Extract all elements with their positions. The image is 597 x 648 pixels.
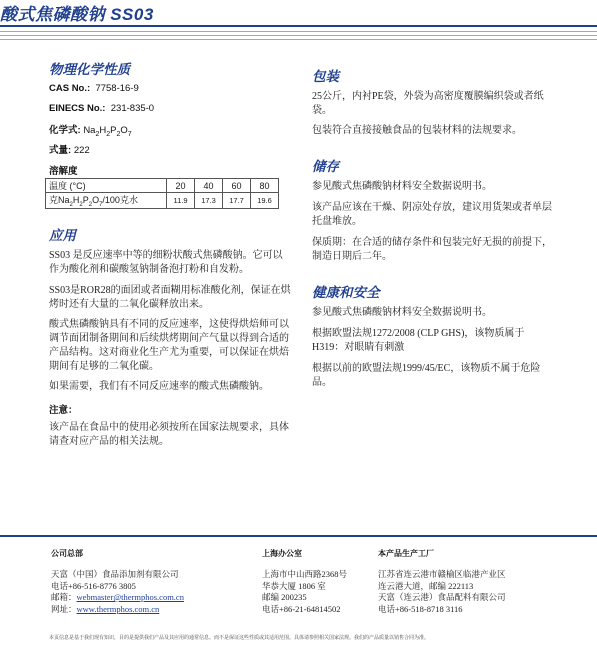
storage-p1: 参见酸式焦磷酸钠材料安全数据说明书。 (312, 181, 492, 192)
hq-heading: 公司总部 (51, 549, 83, 558)
formula-row (49, 122, 132, 138)
hq-email-row (51, 592, 251, 604)
page-title: 酸式焦磷酸钠 SS03 (0, 5, 154, 24)
cas-label: CAS No.: (49, 83, 91, 94)
hq-email-label: 邮箱： (51, 592, 77, 602)
solubility-cell: 17.3 (195, 193, 223, 209)
application-p2: SS03是ROR28的面团或者面糊用标准酸化剂，保证在烘烤时还有大量的二氧化碳释放出来。 (49, 285, 291, 310)
mw-row (49, 142, 90, 156)
safety-p3: 根据以前的欧盟法规1999/45/EC，该物质不属于危险品。 (312, 363, 541, 388)
application-p3: 酸式焦磷酸钠具有不同的反应速率，这使得烘焙师可以调节面团制备期间和后续烘烤期间产气量以得到合适的产品结构。这对商业化生产尤为重要，可以保证在烘焙期间有足够的二氧化碳。 (49, 319, 289, 372)
shanghai-phone: 电话+86-21-64814502 (262, 603, 341, 614)
solubility-temp-row (46, 179, 279, 193)
header-rule-thin-2 (0, 35, 597, 36)
mw-value: 222 (73, 145, 90, 156)
header-rule (0, 25, 597, 27)
solubility-value-row (46, 193, 279, 209)
factory-heading: 本产品生产工厂 (378, 549, 434, 558)
einecs-label: EINECS No.: (49, 103, 106, 114)
footer-rule (0, 535, 597, 537)
safety-heading: 健康和安全 (312, 285, 380, 301)
hq-phone: 电话+86-516-8776 3805 (51, 580, 136, 591)
shanghai-heading: 上海办公室 (262, 549, 302, 558)
formula-label: 化学式: (49, 125, 81, 136)
shanghai-building: 华恭大厦 1806 室 (262, 580, 326, 591)
email-link[interactable]: webmaster@thermphos.com.cn (76, 592, 184, 602)
temp-label: 温度 (°C) (46, 179, 167, 193)
packaging-p1: 25公斤，内衬PE袋，外袋为高密度覆膜编织袋或者纸袋。 (312, 91, 544, 116)
cas-value: 7758-16-9 (95, 83, 139, 94)
solubility-cell: 19.6 (251, 193, 279, 209)
temp-cell: 40 (195, 179, 223, 193)
website-link[interactable]: www.thermphos.com.cn (76, 603, 160, 614)
header-rule-thin-1 (0, 31, 597, 32)
application-heading: 应用 (49, 228, 76, 244)
note-label: 注意： (49, 405, 78, 416)
shanghai-address: 上海市中山西路2368号 (262, 569, 348, 579)
application-p4: 如果需要，我们有不同反应速率的酸式焦磷酸钠。 (49, 381, 269, 392)
einecs-row (49, 103, 154, 114)
storage-heading: 储存 (312, 159, 339, 175)
solubility-label: 溶解度 (49, 166, 78, 177)
safety-p1: 参见酸式焦磷酸钠材料安全数据说明书。 (312, 307, 492, 318)
header-rule-thin-3 (0, 39, 597, 40)
formula-value: $Na_2H_2P_2O_7$ (83, 125, 132, 138)
physchem-heading: 物理化学性质 (49, 62, 130, 78)
factory-block (378, 569, 558, 615)
factory-phone: 电话+86-518-8718 3116 (378, 603, 463, 614)
storage-p3: 保质期：在合适的储存条件和包装完好无损的前提下，制造日期后二年。 (312, 237, 552, 262)
cas-row (49, 83, 139, 94)
solubility-cell: 11.9 (167, 193, 195, 209)
shanghai-block (262, 569, 372, 615)
safety-p2: 根据欧盟法规1272/2008 (CLP GHS)，该物质属于H319：对眼睛有刺激 (312, 328, 525, 353)
application-p1: SS03 是反应速率中等的细粉状酸式焦磷酸钠。它可以作为酸化剂和碳酸氢钠制备泡打粉和自发粉。 (49, 250, 283, 275)
note-text: 该产品在食品中的使用必须按所在国家法规要求，具体请查对应产品的相关法规。 (49, 422, 289, 447)
note-label-row (49, 402, 78, 416)
temp-cell: 80 (251, 179, 279, 193)
disclaimer: 本页信息是基于我们现有知识，目的是提供我们产品及其应用的通常信息。而不是保证这些性质或其适用范围。具体请参照相关国家法规。我们的产品质量以销售合同为准。 (49, 635, 430, 641)
shanghai-postcode: 邮编 200235 (262, 592, 307, 602)
factory-street: 连云港大道，邮编 222113 (378, 580, 474, 591)
mw-label: 式量: (49, 145, 72, 156)
factory-address: 江苏省连云港市赣榆区临港产业区 (378, 569, 506, 579)
solubility-unit-label: 克$Na_2H_2P_2O_7/100$克水 (46, 193, 167, 209)
packaging-p2: 包装符合直接接触食品的包装材料的法规要求。 (312, 125, 522, 136)
temp-cell: 60 (223, 179, 251, 193)
temp-cell: 20 (167, 179, 195, 193)
packaging-heading: 包装 (312, 69, 339, 85)
solubility-table (45, 178, 279, 209)
storage-p2: 该产品应该在干燥、阴凉处存放，建议用货架或者单层托盘堆放。 (312, 202, 552, 227)
hq-web-label: 网址： (51, 603, 77, 614)
hq-web-row (51, 604, 251, 616)
solubility-cell: 17.7 (223, 193, 251, 209)
factory-company: 天富（连云港）食品配料有限公司 (378, 592, 506, 602)
hq-block (51, 569, 251, 615)
hq-name: 天富（中国）食品添加剂有限公司 (51, 569, 179, 579)
solubility-label-row (49, 163, 78, 177)
einecs-value: 231-835-0 (110, 103, 155, 114)
